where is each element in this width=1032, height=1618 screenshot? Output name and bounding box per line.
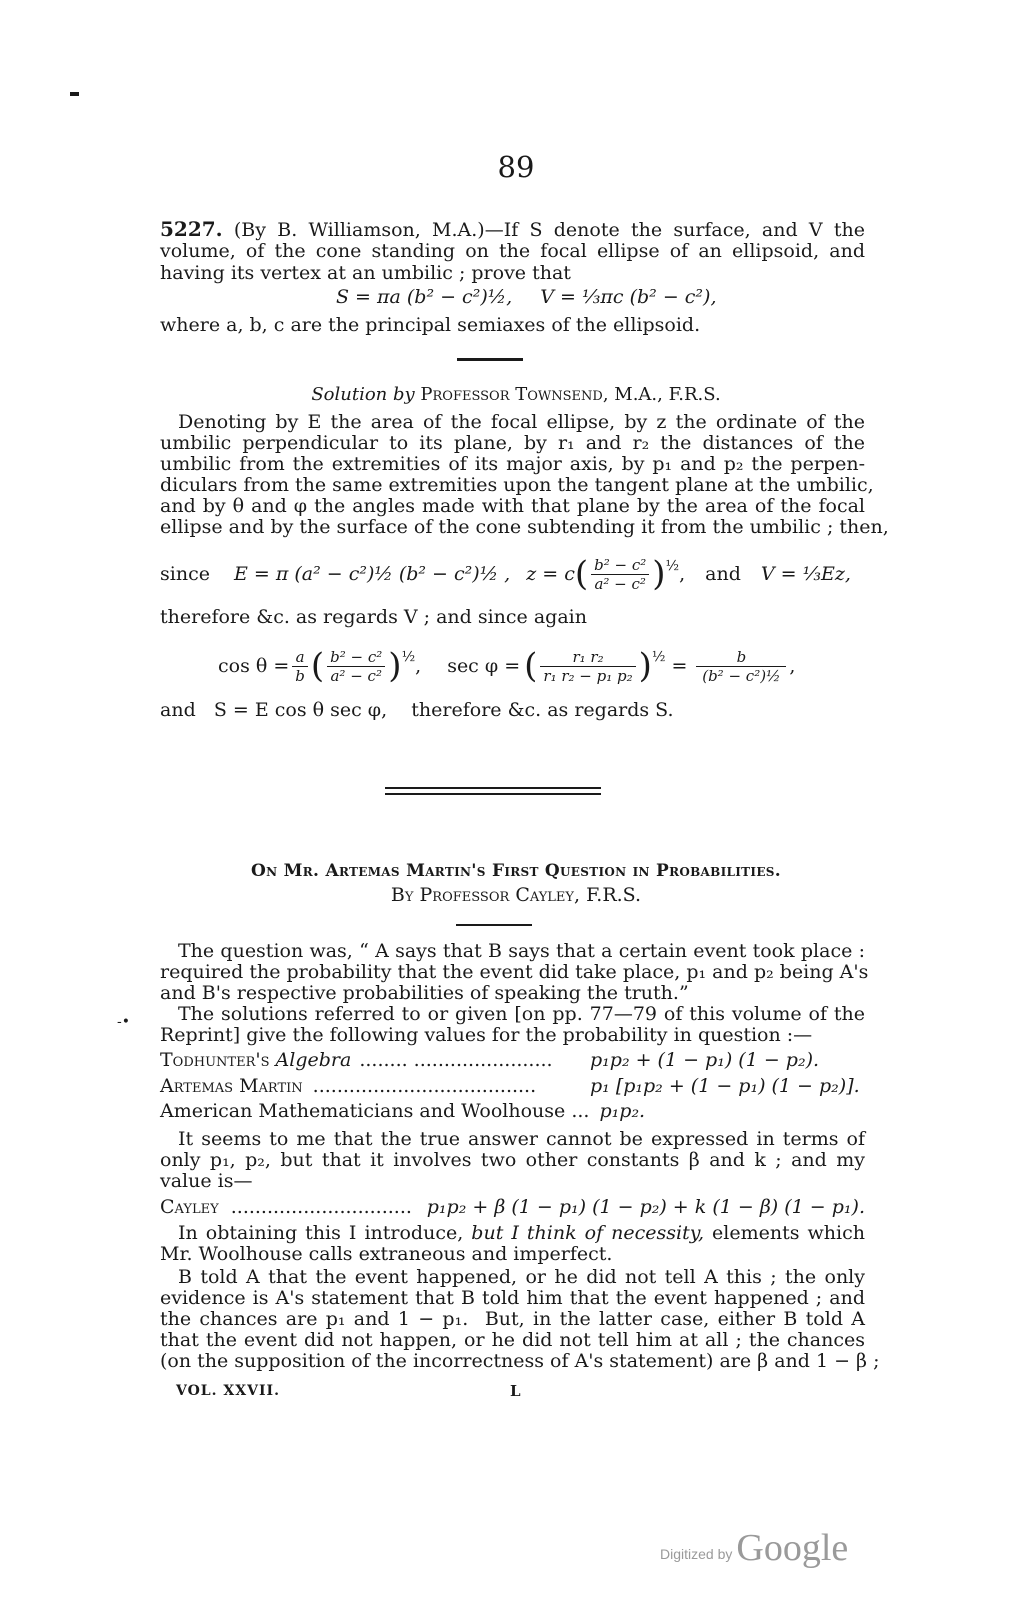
stray-mark: [70, 92, 79, 96]
watermark-digitized: Digitized by: [660, 1546, 733, 1562]
google-watermark: [660, 1528, 848, 1568]
solution-line-1: Denoting by E the area of the focal ellipse, by z the ordinate of the: [178, 411, 865, 433]
page-number: 89: [497, 150, 535, 184]
solution-line-3: umbilic from the extremities of its major axis, by p₁ and p₂ the perpen-: [160, 453, 865, 475]
paren-open: (: [574, 554, 589, 594]
paren-close: ): [388, 646, 402, 686]
para2-line-2: Reprint] give the following values for the probability in question :—: [160, 1024, 813, 1046]
fraction-z-den: a² − c²: [594, 574, 646, 593]
fraction-cos-den: a² − c²: [330, 666, 382, 685]
para4-end: elements which: [712, 1222, 865, 1244]
value-row-martin: [160, 1075, 865, 1097]
para5-line-5: (on the supposition of the incorrectness of A's statement) are β and 1 − β ;: [160, 1350, 880, 1372]
para1-line-3: and B's respective probabilities of speaking the truth.”: [160, 982, 689, 1004]
question-line-1: [160, 218, 865, 241]
solution-heading: [0, 384, 1032, 406]
question-formula: [336, 286, 717, 308]
margin-mark: -•: [117, 1014, 130, 1030]
para4-line-2: Mr. Woolhouse calls extraneous and imperfect.: [160, 1243, 613, 1265]
value-formula: p₁ [p₁p₂ + (1 − p₁) (1 − p₂)].: [590, 1075, 860, 1097]
value-name: American Mathematicians and Woolhouse ...: [160, 1100, 590, 1122]
fraction-z-num: b² − c²: [591, 556, 649, 575]
para5-line-1: B told A that the event happened, or he did not tell A this ; the only: [178, 1266, 865, 1288]
para1-line-2: required the probability that the event did take place, p₁ and p₂ being A's: [160, 961, 869, 983]
para3-line-1: It seems to me that the true answer cannot be expressed in terms of: [178, 1128, 865, 1150]
para1-line-1: The question was, “ A says that B says that a certain event took place :: [178, 940, 865, 962]
formula-s: S = πa (b² − c²)½,: [336, 286, 513, 308]
half-exponent: ½: [651, 649, 666, 665]
sec-left: sec φ =: [447, 655, 521, 677]
question-line-3: having its vertex at an umbilic ; prove that: [160, 262, 571, 284]
cayley-dots: ..............................: [230, 1196, 412, 1218]
fraction-b-root-den: (b² − c²)½: [702, 666, 781, 685]
article-byline-text: By Professor Cayley, F.R.S.: [390, 884, 642, 906]
question-line-2: volume, of the cone standing on the focal ellipse of an ellipsoid, and: [160, 240, 865, 262]
para2-line-1: The solutions referred to or given [on pp. 77—79 of this volume of the: [178, 1003, 865, 1025]
para5-line-4: that the event did not happen, or he did not tell him at all ; the chances: [160, 1329, 865, 1351]
final-line: and S = E cos θ sec φ, therefore &c. as regards S.: [160, 699, 674, 721]
paren-open: (: [524, 646, 538, 686]
since-equation: since E = π (a² − c²)½ (b² − c²)½ , z = c ( $\frac{\text{b² − c²}}{\text{a² − c²}}$ ) ½ , and V = ⅓Ez,: [160, 554, 851, 594]
half-exponent: ½: [401, 649, 416, 665]
para4-start: In obtaining this I introduce,: [178, 1222, 464, 1244]
cayley-name: Cayley: [160, 1196, 219, 1218]
footer-volume: VOL. XXVII.: [176, 1383, 280, 1399]
para5-line-2: evidence is A's statement that B told him that the event happened ; and: [160, 1287, 865, 1309]
cos-left: cos θ =: [218, 655, 290, 677]
value-formula: p₁p₂ + (1 − p₁) (1 − p₂).: [590, 1049, 820, 1071]
solution-heading-italic: Solution by: [311, 384, 415, 405]
fraction-cos-num: b² − c²: [327, 648, 385, 667]
value-dots: ........ .......................: [359, 1049, 553, 1071]
divider-double-bottom: [385, 793, 601, 795]
solution-heading-author: Professor Townsend, M.A., F.R.S.: [420, 384, 721, 405]
para3-line-3: value is—: [160, 1170, 253, 1192]
fraction-b: b: [295, 666, 305, 685]
divider-short: [457, 358, 523, 361]
paren-close: ): [652, 554, 666, 594]
solution-line-6: ellipse and by the surface of the cone subtending it from the umbilic ; then,: [160, 516, 889, 538]
value-row-cayley: [160, 1196, 865, 1218]
since-word: since: [160, 563, 210, 585]
fraction-cos: [327, 648, 385, 685]
cos-sec-equation: cos θ = $\frac{a}{b}$ ( $\frac{\text{b² − c²}}{\text{a² − c²}}$ ) ½ , sec φ = ( $\frac{\text{r₁ r₂}}{\text{r₁ r₂ − p₁ p₂}}$ ) ½ = $\frac{b}{\text{(b² − c²)½}}$ ,: [218, 646, 796, 686]
value-formula: p₁p₂.: [599, 1100, 646, 1122]
footer-signature: L: [510, 1382, 521, 1400]
para3-line-2: only p₁, p₂, but that it involves two other constants β and k ; and my: [160, 1149, 865, 1171]
fraction-a: a: [292, 648, 308, 667]
divider-byline: [456, 924, 532, 926]
value-row-american: [160, 1100, 865, 1122]
value-row-todhunter: [160, 1049, 865, 1071]
equation-z: z = c: [526, 563, 575, 585]
equation-v: V = ⅓Ez,: [760, 563, 851, 585]
paren-close: ): [638, 646, 652, 686]
value-name: Artemas Martin: [160, 1075, 303, 1097]
fraction-ab: [292, 648, 308, 685]
question-line-5: where a, b, c are the principal semiaxes of the ellipsoid.: [160, 314, 701, 336]
divider-double-top: [385, 787, 601, 789]
fraction-sec-num: r₁ r₂: [540, 648, 635, 667]
para5-line-3: the chances are p₁ and 1 − p₁. But, in the latter case, either B told A: [160, 1308, 865, 1330]
question-line-1-text: (By B. Williamson, M.A.)—If S denote the surface, and V the: [233, 219, 865, 241]
and-word: and: [705, 563, 741, 585]
value-name-italic: Algebra: [275, 1049, 352, 1071]
equation-e: E = π (a² − c²)½ (b² − c²)½ ,: [233, 563, 511, 585]
fraction-sec: [540, 648, 635, 685]
watermark-brand: Google: [736, 1527, 849, 1569]
article-title: On Mr. Artemas Martin's First Question in Probabilities.: [251, 861, 781, 881]
fraction-sec-den: r₁ r₂ − p₁ p₂: [543, 666, 633, 685]
fraction-b-root: [696, 648, 786, 685]
fraction-z: [591, 556, 649, 593]
solution-line-2: umbilic perpendicular to its plane, by r₁ and r₂ the distances of the: [160, 432, 865, 454]
therefore-line: therefore &c. as regards V ; and since again: [160, 606, 587, 628]
value-dots: .....................................: [312, 1075, 537, 1097]
question-number: 5227.: [160, 217, 223, 241]
solution-line-5: and by θ and φ the angles made with that plane by the area of the focal: [160, 495, 865, 517]
formula-v: V = ⅓πc (b² − c²),: [540, 286, 717, 308]
paren-open: (: [310, 646, 325, 686]
para4-italic: but I think of necessity,: [471, 1222, 704, 1244]
cayley-formula: p₁p₂ + β (1 − p₁) (1 − p₂) + k (1 − β) (1 − p₁).: [426, 1196, 865, 1218]
solution-line-4: diculars from the same extremities upon the tangent plane at the umbilic,: [160, 474, 874, 496]
para4-line-1: [160, 1222, 865, 1244]
article-byline: [0, 884, 1032, 906]
half-exponent: ½: [665, 558, 680, 574]
value-name: Todhunter's: [160, 1049, 270, 1071]
fraction-b-root-num: b: [696, 648, 786, 667]
